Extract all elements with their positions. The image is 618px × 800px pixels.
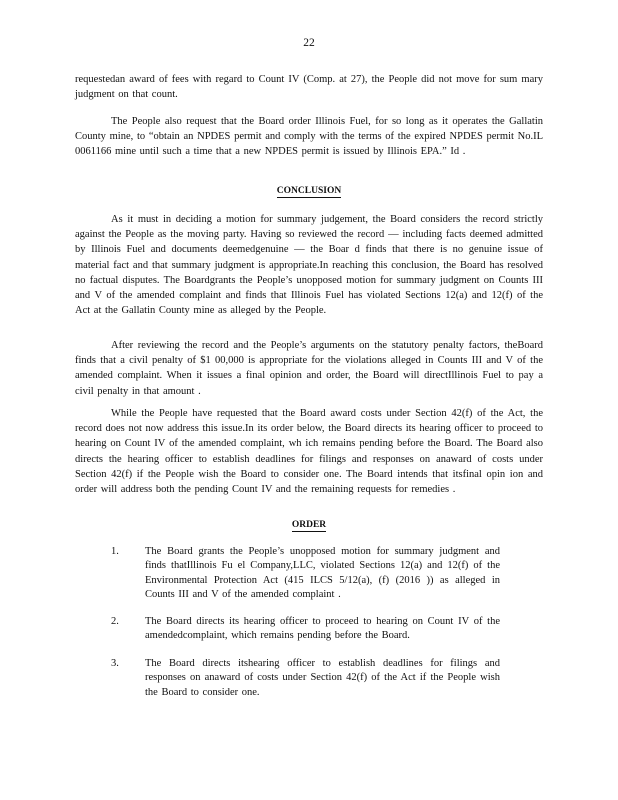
paragraph-conclusion: As it must in deciding a motion for summary judgement, the Board considers the record strictly against the People as the moving party. Having so reviewed the record — including facts deemed admitted by Illinois Fuel and documents deemedgenuine — the Boar d finds that there is no genuine issue of material fact and that summary judgment is appropriate.In reaching this conclusion, the Board has resolved no factual disputes. The Boardgrants the People’s unopposed motion for summary judgment on Counts III and V of the amended complaint and finds that Illinois Fuel has violated Sections 12(a) and 12(f) of the Act at the Gallatin County mine as alleged by the People. [75, 214, 543, 317]
order-item-text: The Board directs itshearing officer to establish deadlines for filings and responses on anaward of costs under Section 42(f) of the Act if the People wish the Board to consider one. [145, 658, 500, 698]
order-heading [0, 520, 618, 532]
order-item-number: 2. [111, 616, 119, 627]
paragraph-fees-request: requestedan award of fees with regard to Count IV (Comp. at 27), the People did not move for sum mary judgment on that count. [75, 74, 543, 101]
conclusion-heading-text: CONCLUSION [276, 186, 342, 196]
order-item-number: 1. [111, 546, 119, 557]
order-item-text: The Board grants the People’s unopposed motion for summary judgment and finds thatIllinois Fu el Company,LLC, violated Sections 12(a) and 12(f) of the Environmental Protection Act (415 ILCS 5/12(a), (f) (2016 )) as alleged in Counts III and V of the amended complaint . [145, 546, 500, 601]
paragraph-npdes-request: The People also request that the Board order Illinois Fuel, for so long as it operates the Gallatin County mine, to “obtain an NPDES permit and comply with the terms of the expired NPDES permit No.IL 0061166 mine until such a time that a new NPDES permit is issued by Illinois EPA.” Id . [75, 116, 543, 158]
order-item-number: 3. [111, 658, 119, 669]
conclusion-heading [0, 186, 618, 198]
paragraph-costs: While the People have requested that the Board award costs under Section 42(f) of the Act, the record does not now address this issue.In its order below, the Board directs its hearing officer to proceed to hearing on Count IV of the amended complaint, wh ich remains pending before the Board. The Board also directs the hearing officer to establish deadlines for filings and responses on anaward of costs under Section 42(f) if the People wish the Board to consider one. The Board intends that itsfinal opin ion and order will address both the pending Count IV and the remaining requests for remedies . [75, 408, 543, 496]
order-heading-text: ORDER [291, 520, 327, 530]
paragraph-penalty: After reviewing the record and the People’s arguments on the statutory penalty factors, theBoard finds that a civil penalty of $1 00,000 is appropriate for the violations alleged in Counts III and V of the amended complaint. When it issues a final opinion and order, the Board will directIllinois Fuel to pay a civil penalty in that amount . [75, 340, 543, 397]
page-number: 22 [303, 37, 315, 49]
order-item-text: The Board directs its hearing officer to proceed to hearing on Count IV of the amendedcomplaint, which remains pending before the Board. [145, 616, 500, 642]
